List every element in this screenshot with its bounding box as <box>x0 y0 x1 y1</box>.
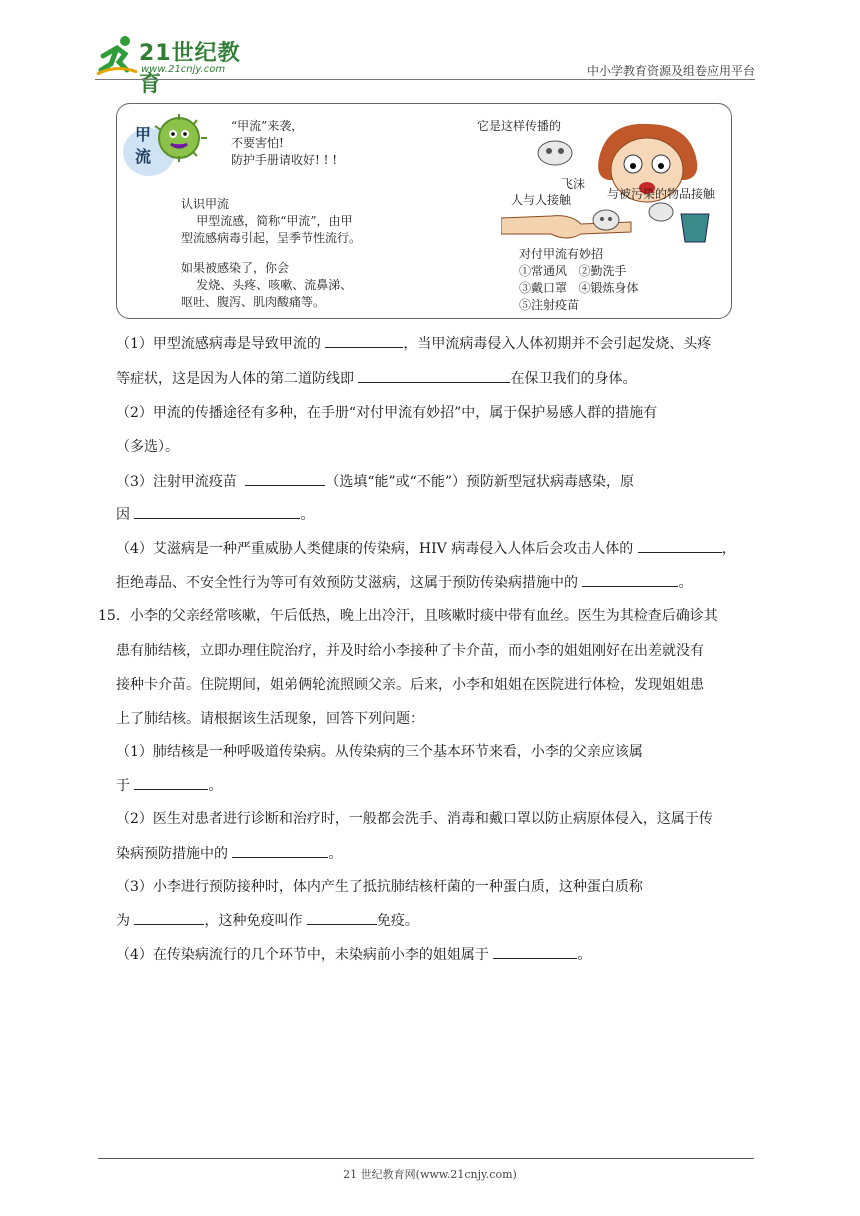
answer-blank[interactable] <box>358 367 510 383</box>
q14-p2-line2: （多选）。 <box>116 439 179 455</box>
droplet-label: 飞沫 <box>561 177 586 191</box>
q15-stem-line3: 接种卡介苗。住院期间，姐弟俩轮流照顾父亲。后来，小李和姐姐在医院进行体检，发现姐姐患 <box>116 677 704 693</box>
answer-blank[interactable] <box>134 503 300 519</box>
answer-blank[interactable] <box>582 571 678 587</box>
tips-text: 对付甲流有妙招 ①常通风 ②勤洗手 ③戴口罩 ④锻炼身体 ⑤注射疫苗 <box>519 247 639 312</box>
header-divider <box>95 79 755 80</box>
q15-p1-line1: （1）肺结核是一种呼吸道传染病。从传染病的三个基本环节来看，小李的父亲应该属 <box>116 744 643 760</box>
infected-text: 如果被感染了，你会 发烧、头疼、咳嗽、流鼻涕、 呕吐、腹泻、肌肉酸痛等。 <box>181 261 353 309</box>
answer-blank[interactable] <box>307 909 377 925</box>
footer-divider <box>98 1158 754 1159</box>
answer-blank[interactable] <box>493 943 577 959</box>
answer-blank[interactable] <box>325 332 403 348</box>
know-title: 认识甲流 <box>181 197 230 211</box>
contact-person-label: 人与人接触 <box>511 193 572 207</box>
q15-p1-line2: 于 。 <box>116 774 222 795</box>
q15-p3-line2: 为 ，这种免疫叫作 免疫。 <box>116 909 419 930</box>
q15-p2-line2: 染病预防措施中的 。 <box>116 842 342 863</box>
answer-blank[interactable] <box>638 537 722 553</box>
q15-p2-line1: （2）医生对患者进行诊断和治疗时，一般都会洗手、消毒和戴口罩以防止病原体侵入，这属于传 <box>116 811 713 827</box>
q15-stem-line2: 患有肺结核，立即办理住院治疗，并及时给小李接种了卡介苗，而小李的姐姐刚好在出差就没有 <box>116 643 704 659</box>
answer-blank[interactable] <box>134 909 204 925</box>
q14-p4-line1: （4）艾滋病是一种严重威胁人类健康的传染病，HIV 病毒侵入人体后会攻击人体的 ， <box>116 537 736 558</box>
q15-stem-line1: 15．小李的父亲经常咳嗽，午后低热，晚上出冷汗，且咳嗽时痰中带有血丝。医生为其检查后确诊其 <box>98 608 718 624</box>
badge-text: 甲 流 <box>135 125 152 166</box>
droplet-germ-icon <box>535 138 575 168</box>
small-germ-icon <box>591 208 621 232</box>
flu-handbook-figure <box>116 103 732 319</box>
q14-p3-line1: （3）注射甲流疫苗 （选填“能”或“不能”）预防新型冠状病毒感染，原 <box>116 470 634 491</box>
q14-p1-line1: （1）甲型流感病毒是导致甲流的 ，当甲流病毒侵入人体初期并不会引起发烧、头疼 <box>116 332 711 353</box>
page-header <box>95 28 755 97</box>
answer-blank[interactable] <box>245 470 325 486</box>
q14-p1-line2: 等症状，这是因为人体的第二道防线即 在保卫我们的身体。 <box>116 367 636 388</box>
logo-sub-text: www.21cnjy.com <box>141 64 226 75</box>
contact-object-label: 与被污染的物品接触 <box>607 187 716 201</box>
intro-text: “甲流”来袭， 不要害怕! 防护手册请收好! ! ! <box>231 119 338 167</box>
spread-title: 它是这样传播的 <box>477 119 562 133</box>
logo <box>95 34 255 97</box>
q15-p3-line1: （3）小李进行预防接种时，体内产生了抵抗肺结核杆菌的一种蛋白质，这种蛋白质称 <box>116 879 643 895</box>
q14-p4-line2: 拒绝毒品、不安全性行为等可有效预防艾滋病，这属于预防传染病措施中的 。 <box>116 571 692 592</box>
logo-main-text: 21世纪教育 <box>139 41 241 97</box>
runner-logo-icon <box>95 34 139 78</box>
cup-germ-icon <box>647 200 717 244</box>
q15-p4-line1: （4）在传染病流行的几个环节中，未染病前小李的姐姐属于 。 <box>116 943 591 964</box>
know-body: 甲型流感，简称“甲流”，由甲 型流感病毒引起，呈季节性流行。 <box>181 214 362 245</box>
answer-blank[interactable] <box>134 774 208 790</box>
answer-blank[interactable] <box>232 842 328 858</box>
header-platform-text: 中小学教育资源及组卷应用平台 <box>586 64 755 78</box>
footer-text: 21 世纪教育网(www.21cnjy.com) <box>343 1168 517 1181</box>
q14-p2-line1: （2）甲流的传播途径有多种，在手册“对付甲流有妙招”中，属于保护易感人群的措施有 <box>116 405 658 421</box>
q15-stem-line4: 上了肺结核。请根据该生活现象，回答下列问题： <box>116 711 424 727</box>
q14-p3-line2: 因 。 <box>116 503 314 524</box>
